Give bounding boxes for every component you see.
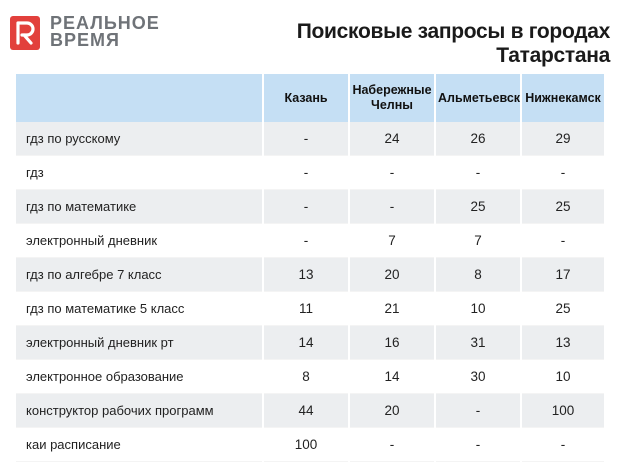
query-label: конструктор рабочих программ <box>16 394 263 428</box>
cell-value: - <box>349 190 435 224</box>
column-header-naberezhnye-chelny: Набережные Челны <box>349 74 435 122</box>
table-row <box>16 122 604 156</box>
column-header-query <box>16 74 263 122</box>
cell-value: 10 <box>521 360 604 394</box>
cell-value: - <box>263 122 349 156</box>
query-label: гдз по алгебре 7 класс <box>16 258 263 292</box>
cell-value: 100 <box>263 428 349 462</box>
column-header-kazan: Казань <box>263 74 349 122</box>
cell-value: 25 <box>521 292 604 326</box>
logo-line-2: ВРЕМЯ <box>50 30 120 50</box>
cell-value: 26 <box>435 122 521 156</box>
cell-value: - <box>435 394 521 428</box>
query-label: каи расписание <box>16 428 263 462</box>
cell-value: 25 <box>521 190 604 224</box>
cell-value: - <box>521 428 604 462</box>
query-label: электронный дневник рт <box>16 326 263 360</box>
cell-value: 44 <box>263 394 349 428</box>
logo-text <box>50 15 160 49</box>
cell-value: 100 <box>521 394 604 428</box>
table-row <box>16 292 604 326</box>
cell-value: 20 <box>349 258 435 292</box>
cell-value: 13 <box>521 326 604 360</box>
cell-value: 20 <box>349 394 435 428</box>
table-row <box>16 428 604 462</box>
cell-value: 11 <box>263 292 349 326</box>
table-row <box>16 360 604 394</box>
table-row <box>16 258 604 292</box>
cell-value: - <box>349 428 435 462</box>
query-label: гдз по математике <box>16 190 263 224</box>
cell-value: 8 <box>263 360 349 394</box>
cell-value: 30 <box>435 360 521 394</box>
cell-value: 7 <box>349 224 435 258</box>
cell-value: - <box>521 156 604 190</box>
cell-value: - <box>263 156 349 190</box>
table-row <box>16 394 604 428</box>
table-row <box>16 190 604 224</box>
table-row <box>16 224 604 258</box>
column-header-nizhnekamsk: Нижнекамск <box>521 74 604 122</box>
cell-value: - <box>435 428 521 462</box>
cell-value: 7 <box>435 224 521 258</box>
cell-value: - <box>263 190 349 224</box>
query-label: гдз <box>16 156 263 190</box>
cell-value: 14 <box>349 360 435 394</box>
cell-value: 16 <box>349 326 435 360</box>
cell-value: 21 <box>349 292 435 326</box>
query-label: гдз по математике 5 класс <box>16 292 263 326</box>
cell-value: 29 <box>521 122 604 156</box>
cell-value: - <box>349 156 435 190</box>
cell-value: - <box>435 156 521 190</box>
cell-value: 25 <box>435 190 521 224</box>
cell-value: 14 <box>263 326 349 360</box>
cell-value: 8 <box>435 258 521 292</box>
cell-value: 17 <box>521 258 604 292</box>
page-title: Поисковые запросы в городах Татарстана <box>296 20 610 67</box>
brand-logo <box>10 14 160 54</box>
column-header-almetyevsk: Альметьевск <box>435 74 521 122</box>
cell-value: - <box>263 224 349 258</box>
logo-line-1: РЕАЛЬНОЕ <box>50 13 160 33</box>
table-row <box>16 326 604 360</box>
logo-mark-icon <box>10 16 40 50</box>
cell-value: 24 <box>349 122 435 156</box>
query-label: гдз по русскому <box>16 122 263 156</box>
query-label: электронный дневник <box>16 224 263 258</box>
cell-value: 31 <box>435 326 521 360</box>
search-queries-table <box>16 74 604 462</box>
cell-value: - <box>521 224 604 258</box>
cell-value: 13 <box>263 258 349 292</box>
table-header-row <box>16 74 604 122</box>
table-row <box>16 156 604 190</box>
query-label: электронное образование <box>16 360 263 394</box>
cell-value: 10 <box>435 292 521 326</box>
